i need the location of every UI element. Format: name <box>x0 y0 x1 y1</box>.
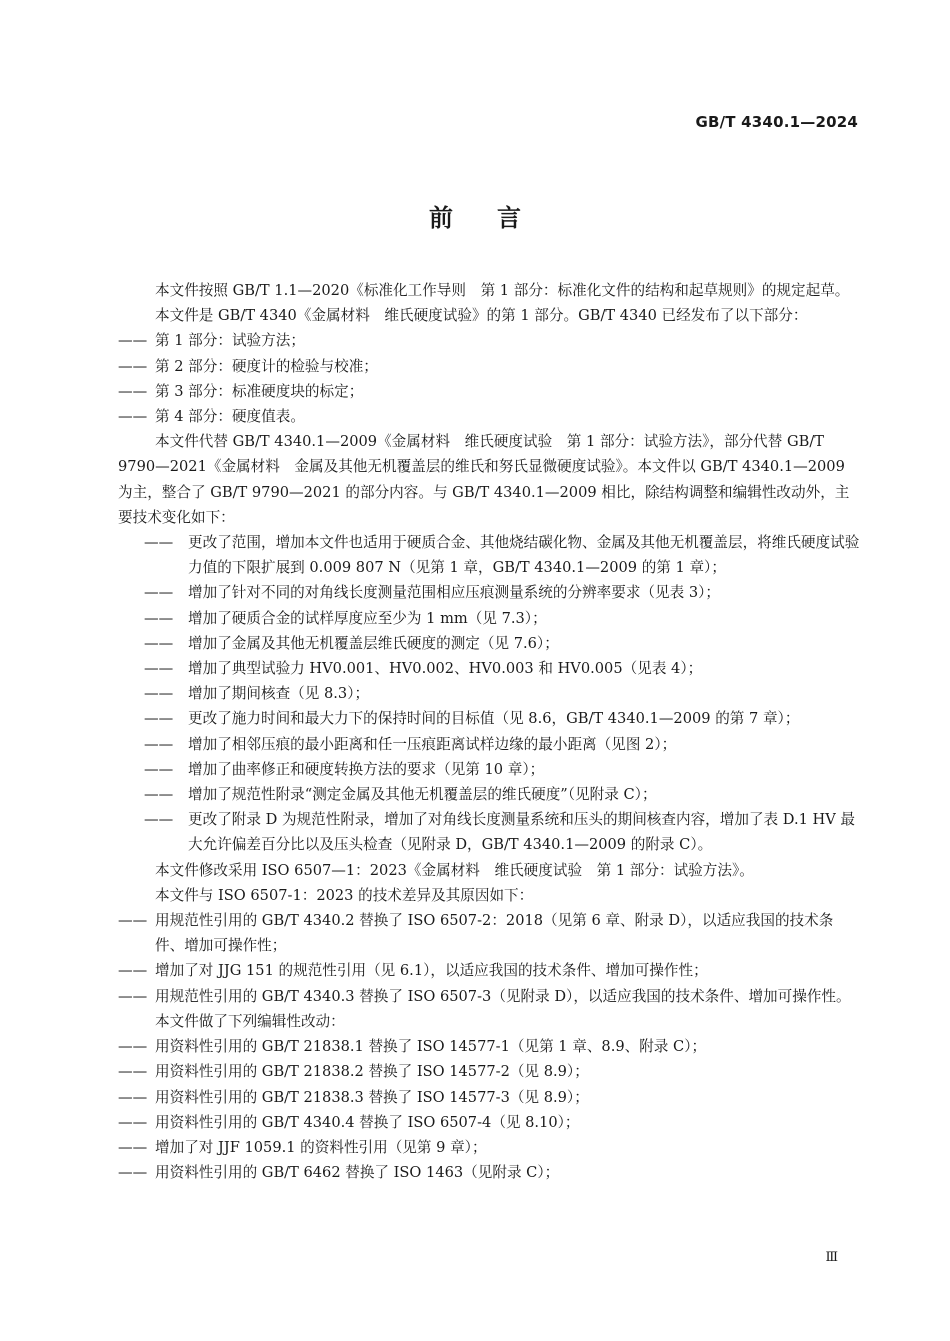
block-text: 用规范性引用的 GB/T 4340.2 替换了 ISO 6507-2：2018（见第 6 章、附录 D），以适应我国的技术条件、增加可操作性； <box>155 912 834 955</box>
list-item <box>118 706 860 731</box>
list-dash: —— <box>118 382 148 400</box>
block-text: 更改了附录 D 为规范性附录，增加了对角线长度测量系统和压头的期间核查内容，增加了表 D.1 HV 最大允许偏差百分比以及压头检查（见附录 D，GB/T 4340.1—2009 的附录 C）。 <box>188 811 856 854</box>
paragraph <box>118 429 860 530</box>
block-text: 本文件代替 GB/T 4340.1—2009《金属材料 维氏硬度试验 第 1 部分：试验方法》，部分代替 GB/T 9790—2021《金属材料 金属及其他无机覆盖层的维氏和努氏显微硬度试验》。本文件以 GB/T 4340.1—2009 为主，整合了 GB/T 9790—2021 的部分内容。与 GB/T 4340.1—2009 相比，除结构调整和编辑性改动外，主要技术变化如下： <box>118 433 850 526</box>
list-dash: —— <box>118 987 148 1005</box>
block-text: 增加了规范性附录“测定金属及其他无机覆盖层的维氏硬度”（见附录 C）； <box>188 786 657 804</box>
list-dash: —— <box>144 760 174 778</box>
page-number: Ⅲ <box>825 1250 838 1265</box>
block-text: 用资料性引用的 GB/T 21838.3 替换了 ISO 14577-3（见 8.9）； <box>155 1088 589 1106</box>
list-item <box>118 807 860 857</box>
list-item <box>118 1110 860 1135</box>
list-item <box>118 1059 860 1084</box>
list-dash: —— <box>118 1063 148 1081</box>
block-text: 增加了期间核查（见 8.3）； <box>188 685 370 703</box>
block-text: 增加了金属及其他无机覆盖层维氏硬度的测定（见 7.6）； <box>188 634 559 652</box>
block-text: 增加了对 JJF 1059.1 的资料性引用（见第 9 章）； <box>155 1138 487 1156</box>
list-dash: —— <box>118 1038 148 1056</box>
list-dash: —— <box>144 685 174 703</box>
list-item <box>118 908 860 958</box>
list-item <box>118 631 860 656</box>
paragraph <box>118 883 860 908</box>
page-title: 前言 <box>429 204 565 232</box>
list-dash: —— <box>144 634 174 652</box>
block-text: 增加了针对不同的对角线长度测量范围相应压痕测量系统的分辨率要求（见表 3）； <box>188 584 721 602</box>
block-text: 本文件与 ISO 6507-1：2023 的技术差异及其原因如下： <box>155 886 534 904</box>
block-text: 第 1 部分：试验方法； <box>155 332 305 350</box>
block-text: 增加了相邻压痕的最小距离和任一压痕距离试样边缘的最小距离（见图 2）； <box>188 735 677 753</box>
list-item <box>118 354 860 379</box>
list-dash: —— <box>118 1088 148 1106</box>
block-text: 第 3 部分：标准硬度块的标定； <box>155 382 364 400</box>
list-item <box>118 404 860 429</box>
list-dash: —— <box>144 735 174 753</box>
list-dash: —— <box>144 534 174 552</box>
list-dash: —— <box>118 1164 148 1182</box>
block-text: 用资料性引用的 GB/T 4340.4 替换了 ISO 6507-4（见 8.10）； <box>155 1113 580 1131</box>
list-item <box>118 1034 860 1059</box>
list-item <box>118 958 860 983</box>
list-item <box>118 656 860 681</box>
list-item <box>118 379 860 404</box>
list-dash: —— <box>144 660 174 678</box>
block-text: 用资料性引用的 GB/T 21838.2 替换了 ISO 14577-2（见 8.9）； <box>155 1063 589 1081</box>
block-text: 本文件修改采用 ISO 6507—1：2023《金属材料 维氏硬度试验 第 1 部分：试验方法》。 <box>155 861 754 879</box>
block-text: 第 2 部分：硬度计的检验与校准； <box>155 357 378 375</box>
document-body <box>118 278 860 1185</box>
list-dash: —— <box>144 811 174 829</box>
block-text: 第 4 部分：硬度值表。 <box>155 408 305 426</box>
block-text: 本文件按照 GB/T 1.1—2020《标准化工作导则 第 1 部分：标准化文件的结构和起草规则》的规定起草。 <box>155 282 850 299</box>
list-item <box>118 530 860 580</box>
list-item <box>118 1135 860 1160</box>
block-text: 增加了曲率修正和硬度转换方法的要求（见第 10 章）； <box>188 760 545 778</box>
paragraph <box>118 1009 860 1034</box>
block-text: 增加了对 JJG 151 的规范性引用（见 6.1），以适应我国的技术条件、增加可操作性； <box>155 962 708 980</box>
block-text: 用资料性引用的 GB/T 6462 替换了 ISO 1463（见附录 C）； <box>155 1164 560 1182</box>
list-item <box>118 984 860 1009</box>
list-dash: —— <box>118 332 148 350</box>
list-item <box>118 580 860 605</box>
list-item <box>118 1085 860 1110</box>
standard-number: GB/T 4340.1—2024 <box>695 113 858 131</box>
list-dash: —— <box>144 584 174 602</box>
block-text: 用资料性引用的 GB/T 21838.1 替换了 ISO 14577-1（见第 1 章、8.9、附录 C）； <box>155 1038 707 1056</box>
list-item <box>118 681 860 706</box>
list-dash: —— <box>118 962 148 980</box>
block-text: 增加了典型试验力 HV0.001、HV0.002、HV0.003 和 HV0.005（见表 4）； <box>188 660 703 678</box>
block-text: 增加了硬质合金的试样厚度应至少为 1 mm（见 7.3）； <box>188 609 547 627</box>
paragraph <box>118 858 860 883</box>
block-text: 本文件是 GB/T 4340《金属材料 维氏硬度试验》的第 1 部分。GB/T 4340 已经发布了以下部分： <box>155 307 808 325</box>
list-item <box>118 782 860 807</box>
block-text: 更改了范围，增加本文件也适用于硬质合金、其他烧结碳化物、金属及其他无机覆盖层，将维氏硬度试验力值的下限扩展到 0.009 807 N（见第 1 章，GB/T 4340.1—2009 的第 1 章）； <box>188 534 860 577</box>
list-dash: —— <box>118 1138 148 1156</box>
paragraph <box>118 303 860 328</box>
list-dash: —— <box>144 710 174 728</box>
list-item <box>118 757 860 782</box>
list-item <box>118 1160 860 1185</box>
list-item <box>118 328 860 353</box>
list-item <box>118 606 860 631</box>
list-dash: —— <box>144 609 174 627</box>
list-dash: —— <box>118 357 148 375</box>
list-dash: —— <box>118 408 148 426</box>
block-text: 用规范性引用的 GB/T 4340.3 替换了 ISO 6507-3（见附录 D），以适应我国的技术条件、增加可操作性。 <box>155 987 851 1005</box>
list-dash: —— <box>144 786 174 804</box>
list-dash: —— <box>118 912 148 930</box>
block-text: 本文件做了下列编辑性改动： <box>155 1012 345 1030</box>
list-dash: —— <box>118 1113 148 1131</box>
list-item <box>118 732 860 757</box>
block-text: 更改了施力时间和最大力下的保持时间的目标值（见 8.6，GB/T 4340.1—2009 的第 7 章）； <box>188 710 800 728</box>
paragraph <box>118 278 860 303</box>
